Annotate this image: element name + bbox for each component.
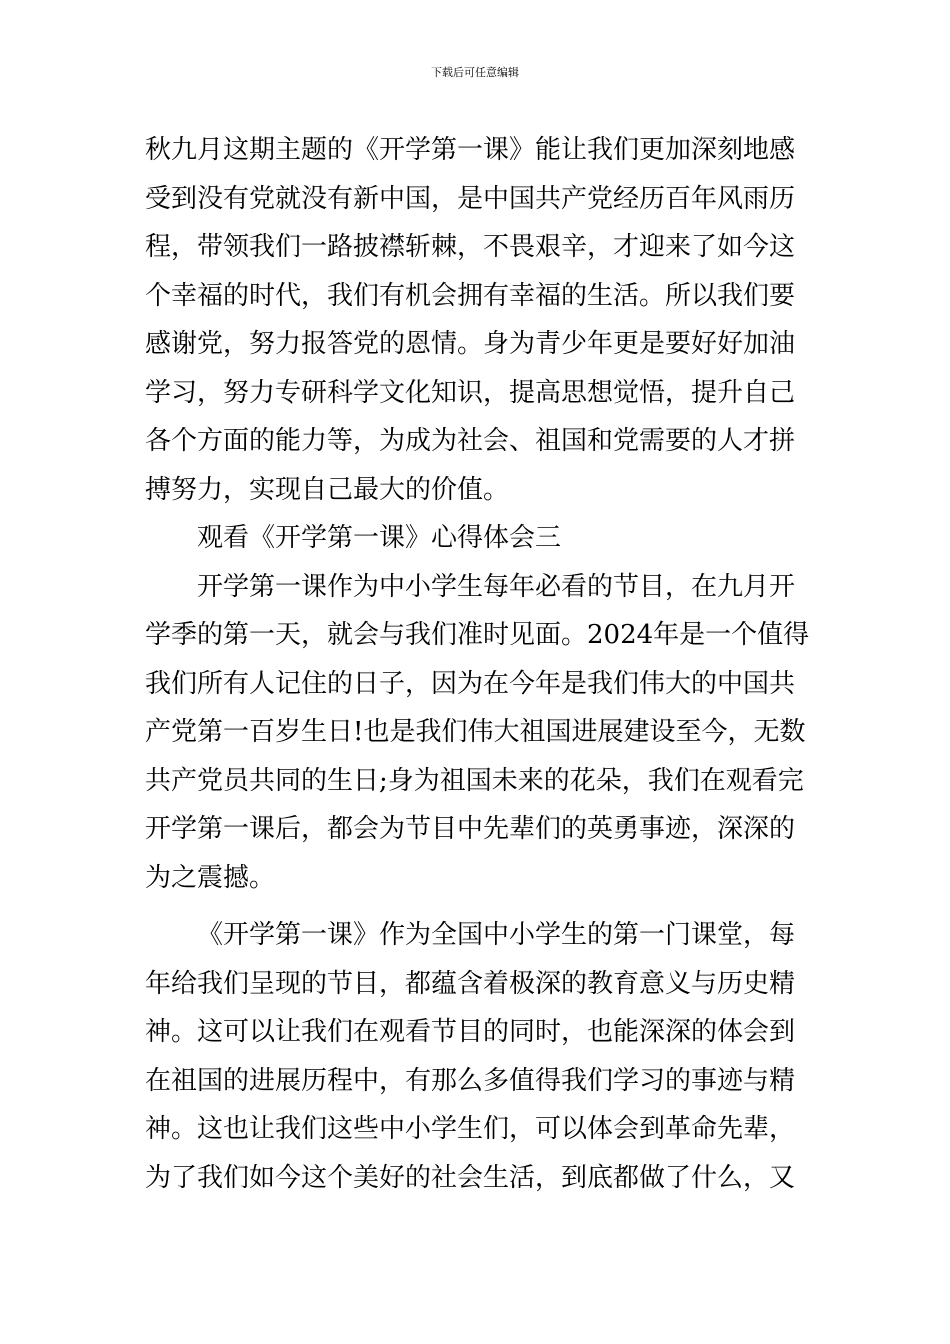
body-line: 搏努力，实现自己最大的价值。: [145, 474, 510, 505]
body-line: 个幸福的时代，我们有机会拥有幸福的生活。所以我们要: [145, 280, 796, 311]
body-line: 学季的第一天，就会与我们准时见面。2024年是一个值得: [145, 620, 810, 650]
body-line: 产党第一百岁生日!也是我们伟大祖国进展建设至今，无数: [145, 717, 806, 747]
body-line: 神。这也让我们这些中小学生们，可以体会到革命先辈，: [145, 1114, 796, 1144]
body-line: 各个方面的能力等，为成为社会、祖国和党需要的人才拼: [145, 426, 796, 456]
paragraph-gap: [145, 902, 815, 911]
body-line: 开学第一课后，都会为节目中先辈们的英勇事迹，深深的: [145, 814, 796, 844]
body-line: 为了我们如今这个美好的社会生活，到底都做了什么，又: [145, 1162, 796, 1193]
body-line: 程，带领我们一路披襟斩棘，不畏艰辛，才迎来了如今这: [145, 232, 796, 262]
body-line: 学习，努力专研科学文化知识，提高思想觉悟，提升自己: [145, 377, 796, 408]
body-line: 受到没有党就没有新中国，是中国共产党经历百年风雨历: [145, 183, 796, 214]
section-heading: 观看《开学第一课》心得体会三: [197, 523, 562, 553]
body-line: 感谢党，努力报答党的恩情。身为青少年更是要好好加油: [145, 329, 796, 359]
document-body: [145, 126, 815, 1202]
body-line: 《开学第一课》作为全国中小学生的第一门课堂，每: [197, 920, 796, 950]
body-line: 年给我们呈现的节目，都蕴含着极深的教育意义与历史精: [145, 968, 796, 999]
body-line: 秋九月这期主题的《开学第一课》能让我们更加深刻地感: [145, 135, 796, 165]
body-line: 开学第一课作为中小学生每年必看的节目，在九月开: [197, 571, 796, 602]
body-line: 共产党员共同的生日;身为祖国未来的花朵，我们在观看完: [145, 765, 804, 796]
body-line: 神。这可以让我们在观看节目的同时，也能深深的体会到: [145, 1017, 796, 1047]
body-line: 我们所有人记住的日子，因为在今年是我们伟大的中国共: [145, 668, 796, 699]
body-line: 在祖国的进展历程中，有那么多值得我们学习的事迹与精: [145, 1065, 796, 1096]
body-line: 为之震撼。: [145, 862, 276, 893]
page-header: 下载后可任意编辑: [431, 66, 519, 79]
